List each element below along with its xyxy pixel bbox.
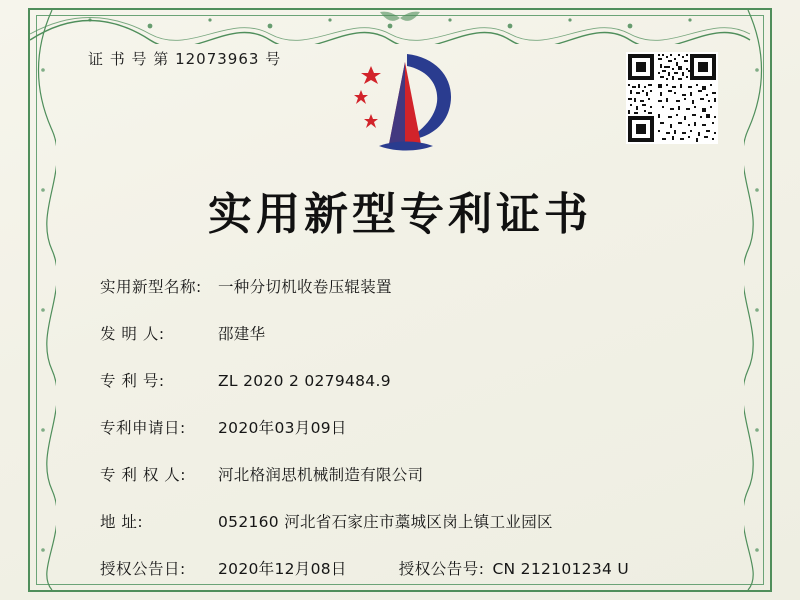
field-label-utility-model-name: 实用新型名称:: [100, 278, 202, 296]
ornament-top-decoration: [30, 10, 770, 44]
field-row-application-date: [100, 416, 720, 463]
field-label-inventor: 发 明 人:: [100, 325, 165, 343]
field-value-application-date: 2020年03月09日: [218, 419, 347, 437]
field-row-patentee: [100, 463, 720, 510]
certificate-fields: [100, 275, 720, 600]
field-value-address: 052160 河北省石家庄市藁城区岗上镇工业园区: [218, 513, 553, 531]
ornament-left-decoration: [30, 10, 56, 590]
field-label-announcement-number: 授权公告号:: [398, 560, 485, 578]
certificate-number: 证 书 号 第 12073963 号: [88, 50, 282, 68]
qr-code: [626, 52, 718, 144]
field-value-patentee: 河北格润思机械制造有限公司: [218, 466, 424, 484]
field-row-utility-model-name: [100, 275, 720, 322]
page-title: 实用新型专利证书: [208, 189, 592, 240]
ornament-right-decoration: [744, 10, 770, 590]
field-value-announcement-date: 2020年12月08日: [218, 560, 347, 578]
field-row-patent-number: [100, 369, 720, 416]
field-label-patentee: 专 利 权 人:: [100, 466, 187, 484]
field-label-application-date: 专利申请日:: [100, 419, 186, 437]
field-label-address: 地 址:: [100, 513, 144, 531]
field-label-announcement-date: 授权公告日:: [100, 560, 186, 578]
field-row-inventor: [100, 322, 720, 369]
field-value-announcement-number: CN 212101234 U: [492, 560, 630, 578]
field-value-inventor: 邵建华: [218, 325, 266, 343]
field-value-patent-number: ZL 2020 2 0279484.9: [218, 372, 391, 390]
field-value-utility-model-name: 一种分切机收卷压辊装置: [218, 278, 392, 296]
patent-office-logo: [345, 48, 465, 158]
field-row-address: [100, 510, 720, 557]
field-row-announcement: [100, 557, 720, 600]
field-label-patent-number: 专 利 号:: [100, 372, 165, 390]
